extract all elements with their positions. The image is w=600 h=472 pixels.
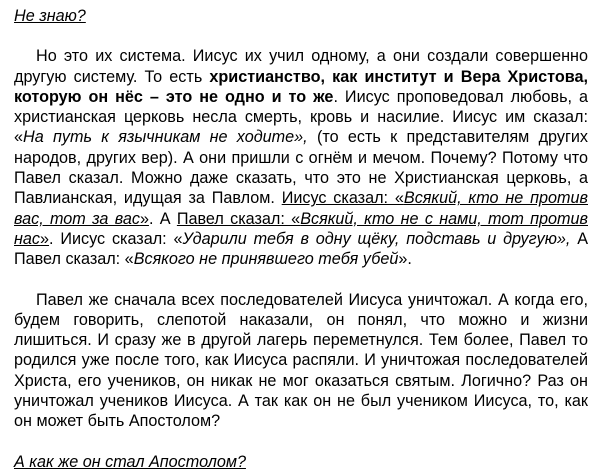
question-heading-2: А как же он стал Апостолом?	[14, 452, 246, 471]
underlined-text: »	[40, 229, 50, 248]
text-segment: А Павел сказал: «	[14, 229, 588, 269]
spacer	[14, 26, 588, 46]
bold-statement: христианство, как институт и Вера Христова, которую он нёс – это не одно и то же	[14, 67, 588, 106]
spacer	[14, 432, 588, 452]
quote-italic: Ударили тебя в одну щёку, подставь и другую»,	[182, 229, 571, 248]
text-segment: (то есть к представителям других народов, других вер). А они пришли с огнём и мечом. Почему? Потому что Павел сказал. Можно даже сказать, что это не Христианская церковь, а Павлианская, идущая за Павлом.	[14, 128, 589, 208]
text-segment: . А	[148, 209, 177, 228]
quote-italic: Всякий, кто не против вас, тот за вас	[14, 189, 588, 228]
underlined-text: Иисус сказал: «	[281, 189, 404, 208]
quote-italic: Всякого не принявшего тебя убей	[133, 250, 399, 269]
quote-italic: На путь к язычникам не ходите»,	[23, 128, 308, 147]
question-heading-1: Не знаю?	[14, 7, 86, 25]
text-segment: ».	[398, 250, 412, 269]
answer-paragraph-2: Павел же сначала всех последователей Иисуса уничтожал. А когда его, будем говорить, слепотой наказали, он понял, что можно и жизни лишиться. И сразу же в другой лагерь переметнулся. Тем более, Павел то родился уже после того, как Иисуса распяли. И уничтожая последователей Христа, его учеников, он никак не мог оказаться святым. Логично? Раз он уничтожал учеников Иисуса. А так как он не был учеником Иисуса, то, как он может быть Апостолом?	[14, 290, 588, 431]
underlined-text: Павел сказал: «	[176, 209, 301, 228]
underlined-text: »	[139, 209, 149, 228]
spacer	[14, 270, 588, 290]
answer-paragraph-1	[14, 46, 588, 269]
text-segment: . Иисус проповедовал любовь, а христианская церковь несла смерть, кровь и насилие. Иисус им сказал: «	[14, 87, 589, 147]
text-segment: . Иисус сказал: «	[49, 229, 183, 248]
quote-italic: Всякий, кто не с нами, тот против нас	[14, 209, 588, 248]
text-segment: Но это их система. Иисус их учил одному, а они создали совершенно другую систему. То есть	[14, 47, 588, 86]
